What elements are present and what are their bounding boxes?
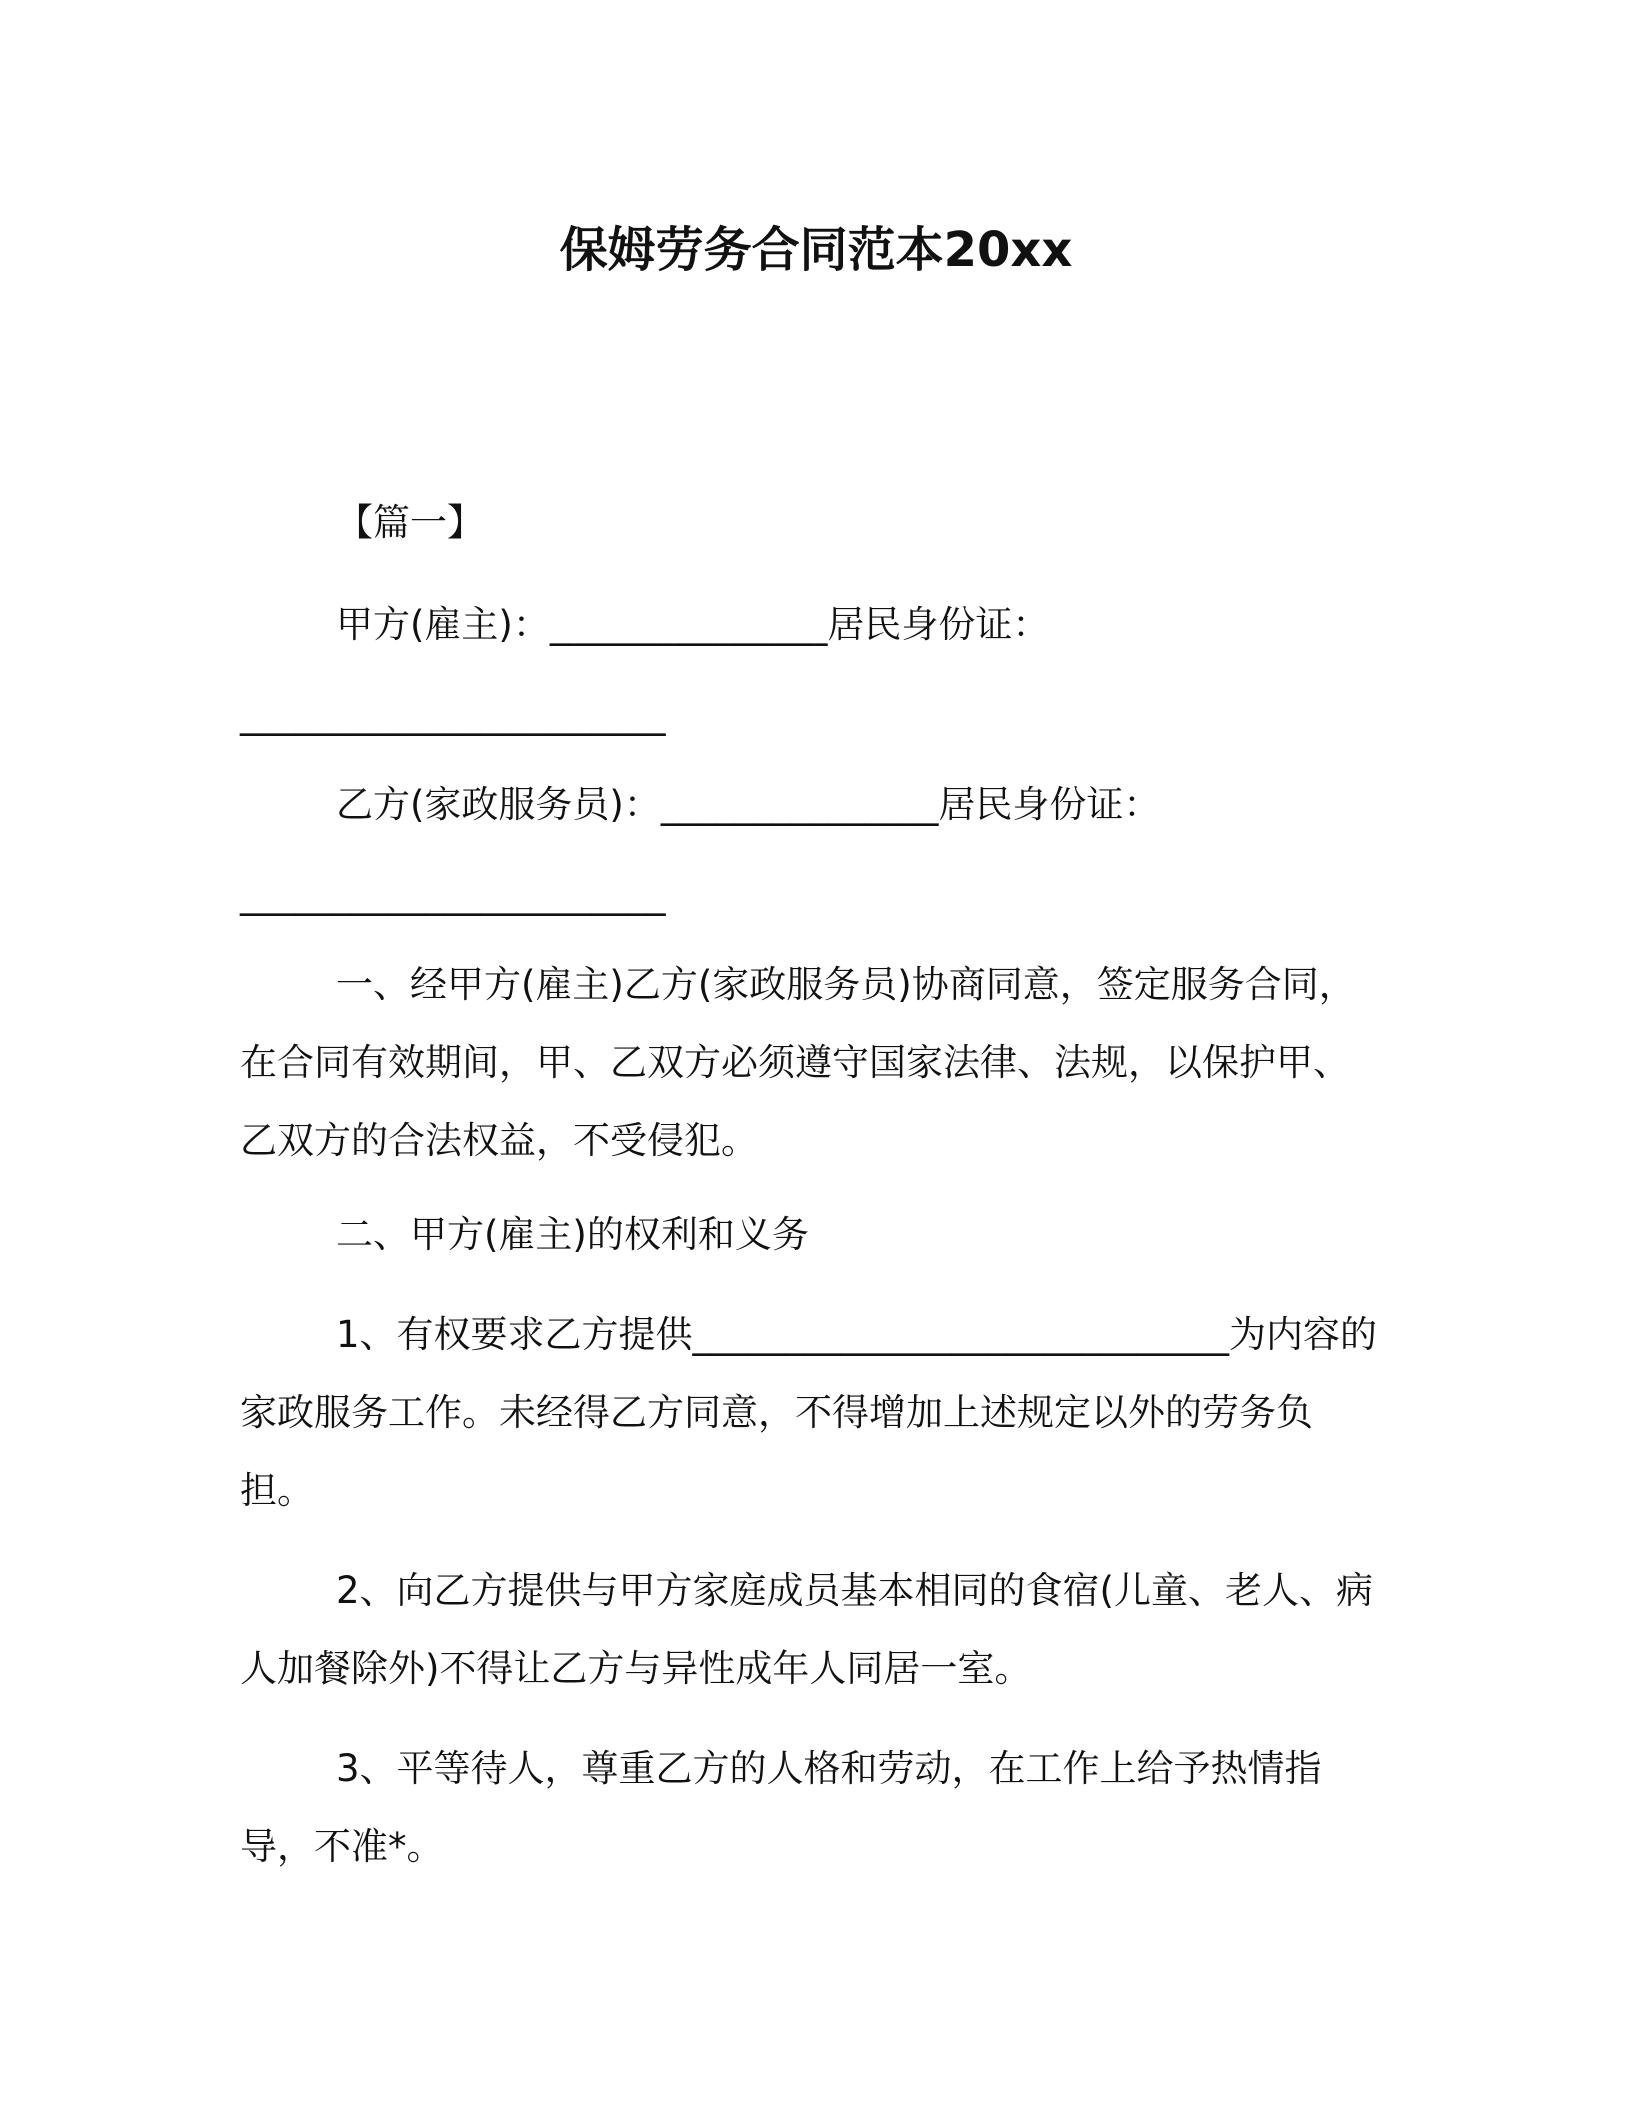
- party-b-line: 乙方(家政服务员)：_______________居民身份证：: [336, 783, 1161, 826]
- clause-1: 一、经甲方(雇主)乙方(家政服务员)协商同意，签定服务合同，在合同有效期间，甲、乙双方必须遵守国家法律、法规，以保护甲、乙双方的合法权益，不受侵犯。: [240, 963, 1356, 1162]
- party-a-id-blank: _______________________: [240, 693, 666, 736]
- item-1: 1、有权要求乙方提供_____________________________为内容的家政服务工作。未经得乙方同意，不得增加上述规定以外的劳务负担。: [240, 1313, 1378, 1512]
- document-title: 保姆劳务合同范本20xx: [559, 222, 1073, 278]
- party-a-line: 甲方(雇主)：_______________居民身份证：: [336, 603, 1050, 646]
- item-3: 3、平等待人，尊重乙方的人格和劳动，在工作上给予热情指导，不准*。: [240, 1747, 1322, 1868]
- section-heading: 【篇一】: [336, 501, 484, 544]
- item-2: 2、向乙方提供与甲方家庭成员基本相同的食宿(儿童、老人、病人加餐除外)不得让乙方与异性成年人同居一室。: [240, 1569, 1373, 1690]
- party-b-id-blank: _______________________: [240, 873, 666, 916]
- clause-2-heading: 二、甲方(雇主)的权利和义务: [336, 1213, 809, 1256]
